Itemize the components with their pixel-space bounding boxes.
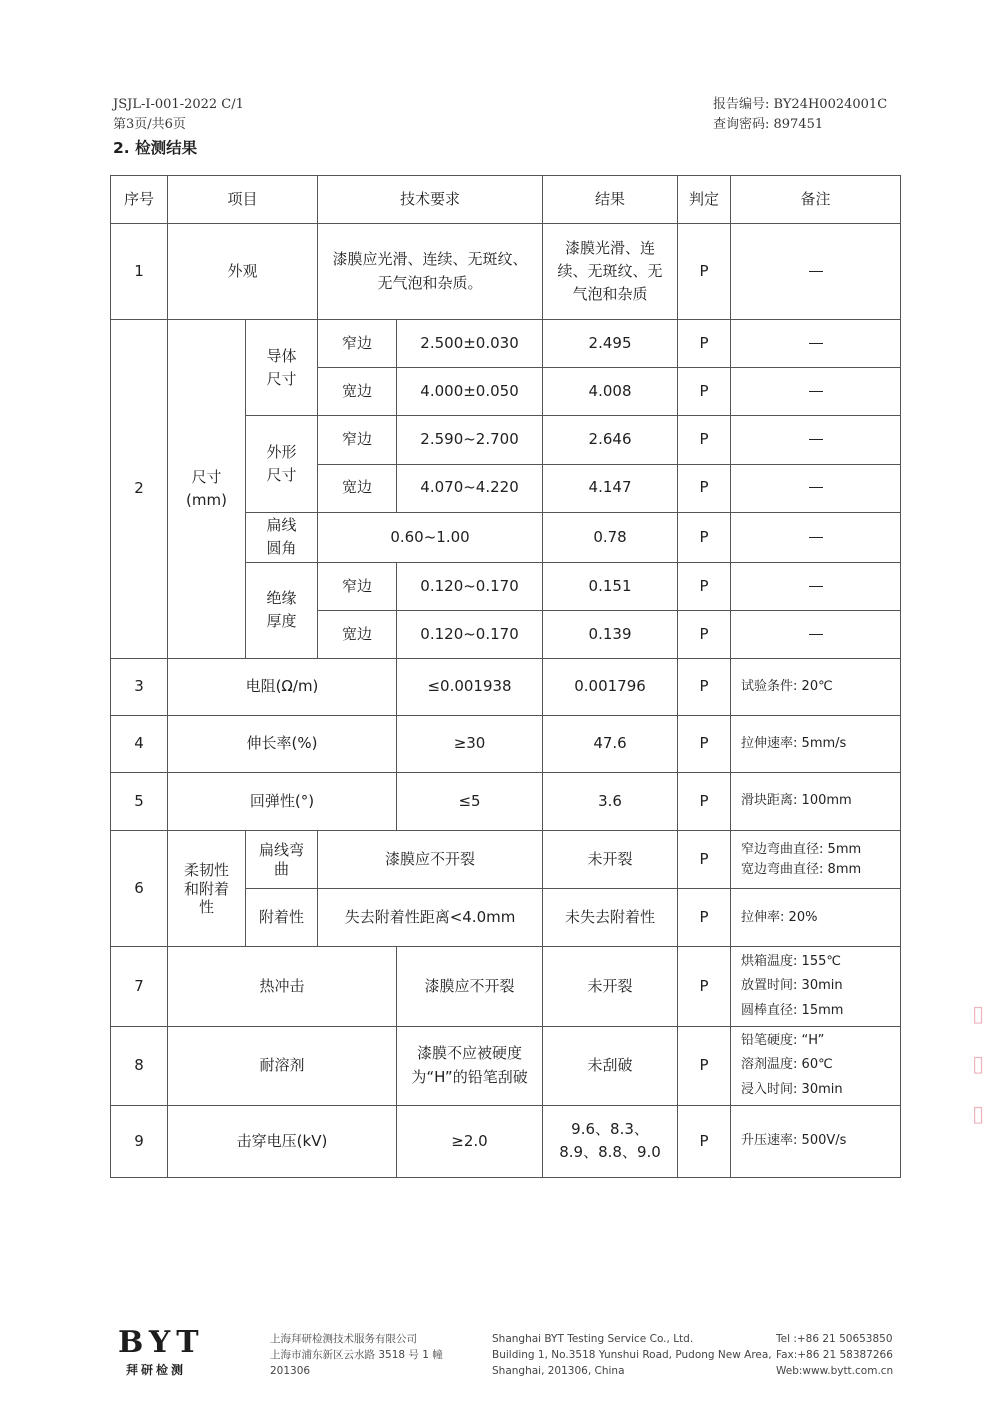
row-item: 击穿电压(kV) [168,1105,397,1177]
footer-tel: Tel :+86 21 50653850 [776,1333,893,1345]
row-remark: 拉伸速率: 5mm/s [731,716,901,773]
row-judgement: P [678,889,731,947]
row-judgement: P [678,464,731,512]
table-header-row [111,176,901,224]
footer-en-address-1: Building 1, No.3518 Yunshui Road, Pudong New Area, [492,1349,772,1361]
row-result: 4.147 [543,464,678,512]
row-result: 未失去附着性 [543,889,678,947]
remark-line: 放置时间: 30min [741,978,843,994]
row-remark: 升压速率: 500V/s [731,1105,901,1177]
dash-mark [809,271,823,272]
row-remark [731,320,901,368]
dash-mark [809,586,823,587]
row-judgement: P [678,658,731,715]
table-row [111,773,901,831]
row-requirement: ≥2.0 [397,1105,543,1177]
row-requirement: 2.590~2.700 [397,416,543,464]
row-requirement: ≥30 [397,716,543,773]
row-remark [731,562,901,610]
row-remark: 试验条件: 20℃ [731,658,901,715]
footer-en [492,1331,772,1379]
row-remark [731,512,901,562]
row-no: 3 [111,658,168,715]
row-result: 2.646 [543,416,678,464]
row-requirement: ≤0.001938 [397,658,543,715]
doc-code: JSJL-I-001-2022 C/1 [113,97,244,112]
row-result: 3.6 [543,773,678,831]
table-row [111,716,901,773]
dash-mark [809,487,823,488]
remark-line: 溶剂温度: 60℃ [741,1057,833,1073]
row-remark [731,831,901,889]
footer-cn-zip: 201306 [270,1365,311,1377]
row-remark [731,610,901,658]
row-remark [731,416,901,464]
table-row [111,1026,901,1105]
remark-line: 窄边弯曲直径: 5mm [741,842,862,858]
row-no: 5 [111,773,168,831]
sub-item-corner: 扁线圆角 [246,512,318,562]
row-no: 8 [111,1026,168,1105]
table-row [111,831,901,889]
row-result: 漆膜光滑、连续、无斑纹、无气泡和杂质 [543,224,678,320]
row-remark [731,224,901,320]
table-row [111,1105,901,1177]
sub-item-insulation: 绝缘厚度 [246,562,318,658]
query-code: 查询密码: 897451 [713,117,824,132]
sub-item-conductor: 导体尺寸 [246,320,318,416]
row-judgement: P [678,562,731,610]
row-no: 6 [111,831,168,947]
row-remark [731,464,901,512]
row-item: 柔韧性和附着性 [168,831,246,947]
row-result: 4.008 [543,368,678,416]
row-judgement: P [678,716,731,773]
row-no: 9 [111,1105,168,1177]
row-judgement: P [678,610,731,658]
dash-mark [809,537,823,538]
table-row [111,947,901,1026]
row-no: 4 [111,716,168,773]
table-row [111,658,901,715]
edge-label: 宽边 [318,610,397,658]
header-left [113,95,244,135]
row-judgement: P [678,512,731,562]
row-requirement: ≤5 [397,773,543,831]
col-header-item: 项目 [168,176,318,224]
remark-line: 浸入时间: 30min [741,1082,843,1098]
logo-subtitle: 拜研检测 [126,1363,187,1377]
row-item: 外观 [168,224,318,320]
edge-label: 窄边 [318,416,397,464]
edge-label: 宽边 [318,368,397,416]
row-judgement: P [678,947,731,1026]
row-remark: 滑块距离: 100mm [731,773,901,831]
header-right [713,95,887,135]
row-item: 热冲击 [168,947,397,1026]
dash-mark [809,634,823,635]
col-header-requirement: 技术要求 [318,176,543,224]
row-item: 回弹性(°) [168,773,397,831]
footer-cn-name: 上海拜研检测技术服务有限公司 [270,1333,417,1345]
row-no: 7 [111,947,168,1026]
row-requirement: 漆膜应光滑、连续、无斑纹、无气泡和杂质。 [318,224,543,320]
report-number: 报告编号: BY24H0024001C [713,97,888,112]
row-judgement: P [678,773,731,831]
row-result: 9.6、8.3、8.9、8.8、9.0 [543,1105,678,1177]
row-item: 尺寸 (mm) [168,320,246,659]
row-remark [731,368,901,416]
row-remark: 拉伸率: 20% [731,889,901,947]
row-result: 47.6 [543,716,678,773]
row-requirement: 漆膜应不开裂 [318,831,543,889]
row-item: 伸长率(%) [168,716,397,773]
sub-item-bending: 扁线弯曲 [246,831,318,889]
remark-line: 宽边弯曲直径: 8mm [741,861,862,877]
col-header-judgement: 判定 [678,176,731,224]
page-info: 第3页/共6页 [113,117,186,132]
row-requirement: 4.070~4.220 [397,464,543,512]
row-judgement: P [678,320,731,368]
footer-en-name: Shanghai BYT Testing Service Co., Ltd. [492,1333,694,1345]
row-judgement: P [678,224,731,320]
table-row [111,224,901,320]
col-header-no: 序号 [111,176,168,224]
col-header-result: 结果 [543,176,678,224]
remark-line: 圆棒直径: 15mm [741,1002,844,1018]
row-requirement: 漆膜不应被硬度为“H”的铅笔刮破 [397,1026,543,1105]
section-title: 2. 检测结果 [113,139,198,157]
edge-label: 窄边 [318,320,397,368]
dash-mark [809,439,823,440]
results-table [110,175,901,1178]
footer-fax: Fax:+86 21 58387266 [776,1349,893,1361]
sub-item-outer: 外形尺寸 [246,416,318,512]
row-item: 电阻(Ω/m) [168,658,397,715]
remark-line: 铅笔硬度: “H” [741,1032,825,1048]
edge-label: 宽边 [318,464,397,512]
remark-line: 烘箱温度: 155℃ [741,953,841,969]
dash-mark [809,391,823,392]
row-result: 0.78 [543,512,678,562]
row-requirement: 4.000±0.050 [397,368,543,416]
row-requirement: 失去附着性距离<4.0mm [318,889,543,947]
footer-cn-address: 上海市浦东新区云水路 3518 号 1 幢 [270,1349,443,1361]
table-row [111,320,901,368]
row-judgement: P [678,1026,731,1105]
footer-en-address-2: Shanghai, 201306, China [492,1365,625,1377]
logo-mark: BYT [118,1325,205,1360]
sub-item-adhesion: 附着性 [246,889,318,947]
row-remark [731,1026,901,1105]
row-judgement: P [678,831,731,889]
dash-mark [809,343,823,344]
row-no: 2 [111,320,168,659]
footer-web: Web:www.bytt.com.cn [776,1365,894,1377]
row-requirement: 0.120~0.170 [397,562,543,610]
row-result: 未开裂 [543,831,678,889]
company-logo [118,1325,218,1380]
row-result: 未刮破 [543,1026,678,1105]
row-result: 未开裂 [543,947,678,1026]
row-requirement: 0.120~0.170 [397,610,543,658]
edge-label: 窄边 [318,562,397,610]
row-remark [731,947,901,1026]
row-judgement: P [678,368,731,416]
row-judgement: P [678,416,731,464]
row-result: 0.139 [543,610,678,658]
footer-cn [270,1331,443,1379]
row-requirement: 漆膜应不开裂 [397,947,543,1026]
row-result: 0.001796 [543,658,678,715]
row-result: 2.495 [543,320,678,368]
row-result: 0.151 [543,562,678,610]
row-requirement: 0.60~1.00 [318,512,543,562]
col-header-remark: 备注 [731,176,901,224]
row-judgement: P [678,1105,731,1177]
row-no: 1 [111,224,168,320]
seam-stamp-mark: ▯ ▯ ▯ [972,1002,985,1127]
row-requirement: 2.500±0.030 [397,320,543,368]
row-item: 耐溶剂 [168,1026,397,1105]
footer-contact [776,1331,893,1379]
